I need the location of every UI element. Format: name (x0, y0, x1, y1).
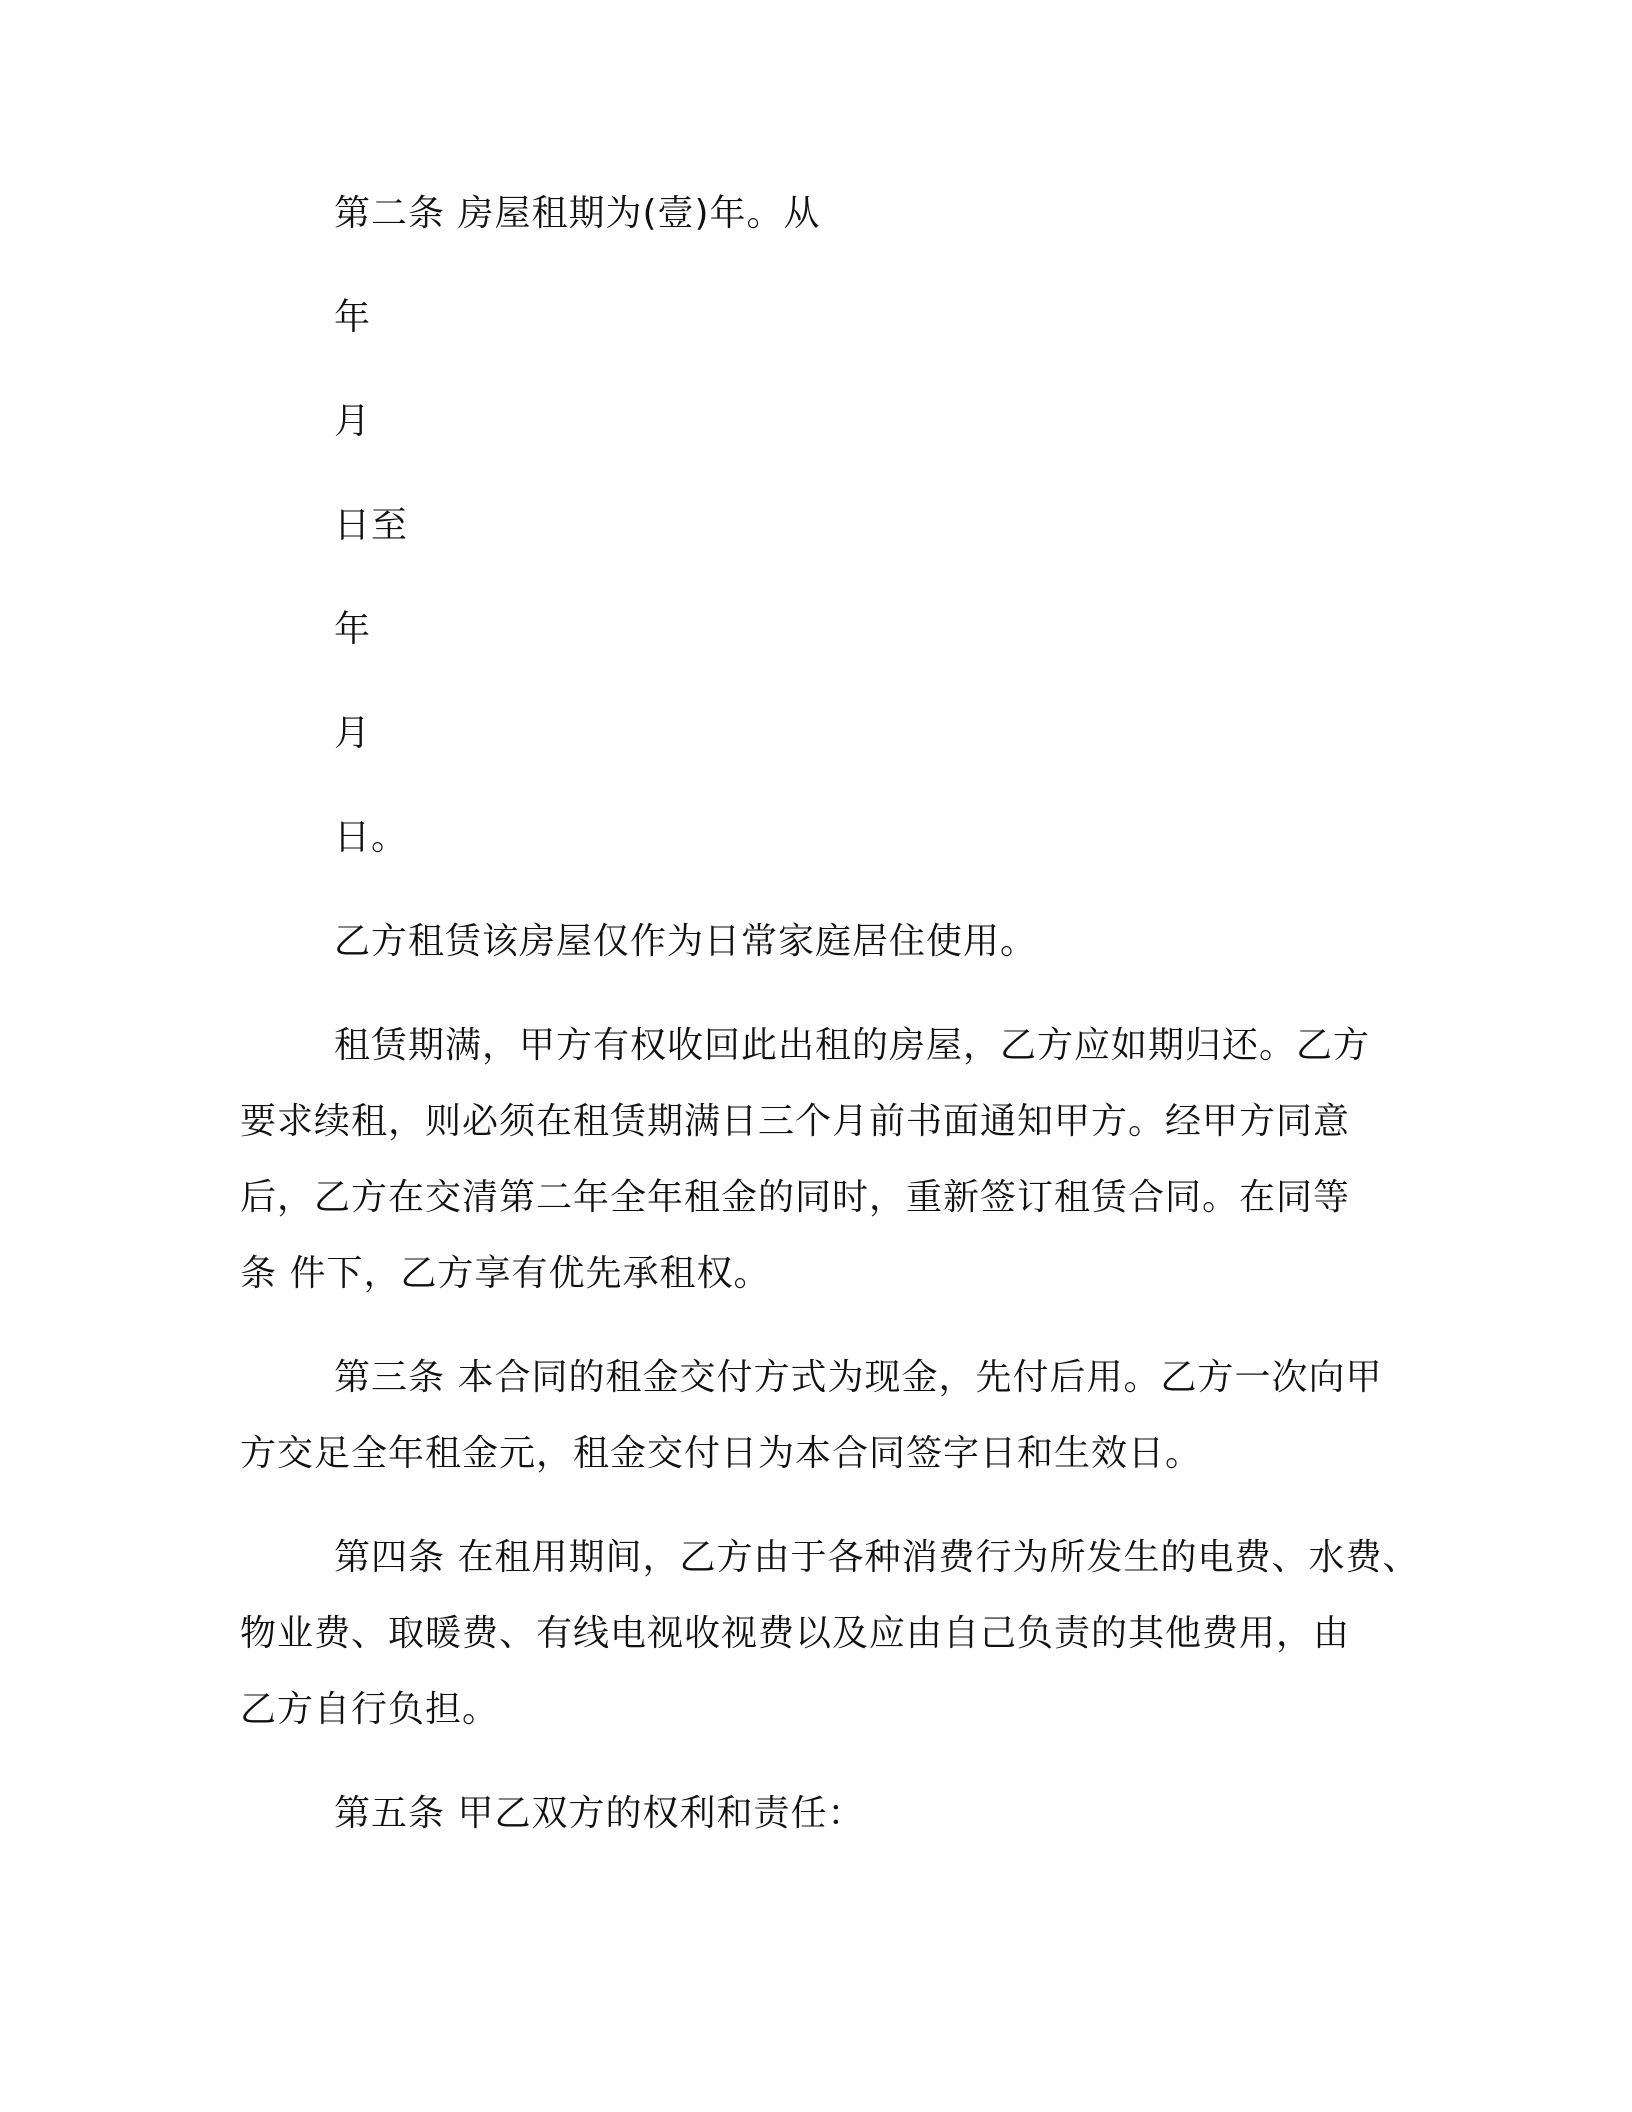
clause-4-line-3: 乙方自行负担。 (240, 1689, 500, 1730)
renewal-paragraph-line-1: 租赁期满，甲方有权收回此出租的房屋，乙方应如期归还。乙方 (334, 1025, 1371, 1066)
blank-day-to-label: 日至 (334, 505, 409, 546)
clause-3-line-2: 方交足全年租金元，租金交付日为本合同签字日和生效日。 (240, 1433, 1203, 1474)
clause-4-line-1: 第四条 在租用期间，乙方由于各种消费行为所发生的电费、水费、 (334, 1537, 1420, 1578)
clause-3-line-1: 第三条 本合同的租金交付方式为现金，先付后用。乙方一次向甲 (334, 1357, 1383, 1398)
blank-year-label-2: 年 (334, 609, 372, 650)
clause-2-heading: 第二条 房屋租期为(壹)年。从 (334, 193, 821, 234)
blank-month-label: 月 (334, 401, 372, 442)
blank-day-end-label: 日。 (334, 817, 409, 858)
clause-5-heading: 第五条 甲乙双方的权利和责任： (334, 1793, 865, 1834)
clause-4-line-2: 物业费、取暖费、有线电视收视费以及应由自己负责的其他费用，由 (240, 1613, 1351, 1654)
usage-paragraph: 乙方租赁该房屋仅作为日常家庭居住使用。 (334, 921, 1038, 962)
blank-month-label-2: 月 (334, 713, 372, 754)
renewal-paragraph-line-2: 要求续租，则必须在租赁期满日三个月前书面通知甲方。经甲方同意 (240, 1101, 1351, 1142)
blank-year-label: 年 (334, 297, 372, 338)
renewal-paragraph-line-4: 条 件下，乙方享有优先承租权。 (240, 1253, 771, 1294)
renewal-paragraph-line-3: 后，乙方在交清第二年全年租金的同时，重新签订租赁合同。在同等 (240, 1177, 1351, 1218)
